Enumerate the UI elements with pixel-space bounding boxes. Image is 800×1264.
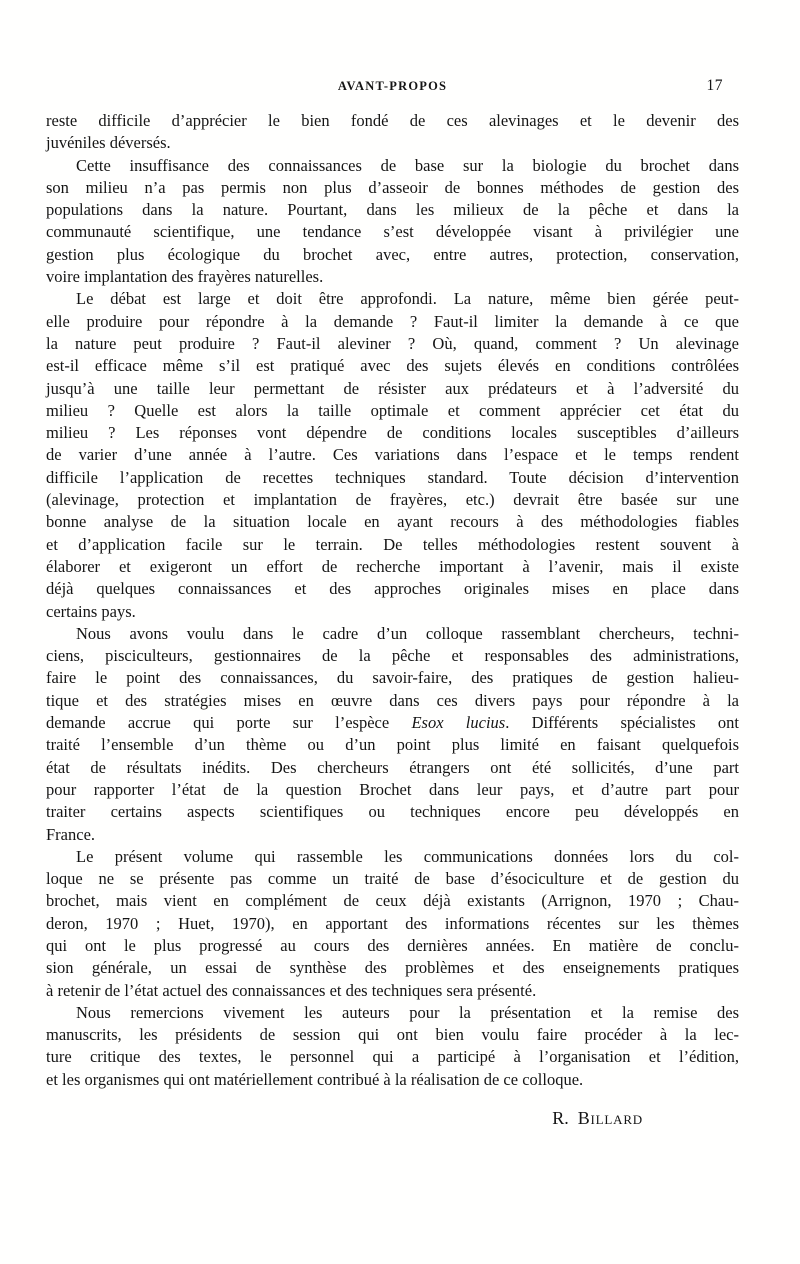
paragraph [46,623,739,846]
running-title: AVANT-PROPOS [337,79,448,93]
text-line: manuscrits, les présidents de session qui ont bien voulu faire procéder à la lec- [46,1025,739,1045]
text-segment: demande accrue qui porte sur l’espèce [46,713,412,733]
author-surname: Billard [577,1108,643,1128]
text-line: état de résultats inédits. Des chercheurs étrangers ont été sollicités, d’une part [46,757,739,777]
text-line: pour rapporter l’état de la question Brochet dans leur pays, et d’autre part pour [46,779,739,799]
species-name-italic: Esox lucius [411,713,506,733]
text-line: voire implantation des frayères naturelles. [46,267,324,287]
text-line: loque ne se présente pas comme un traité de base d’ésociculture et de gestion du [46,869,739,889]
text-line: ciens, pisciculteurs, gestionnaires de la pêche et responsables des administrations, [46,646,739,666]
paragraph [46,846,739,1002]
text-line: Le présent volume qui rassemble les communications données lors du col- [76,846,739,866]
text-line: élaborer et exigeront un effort de recherche important à l’avenir, mais il existe [46,556,739,576]
text-line: traité l’ensemble d’un thème ou d’un point plus limité en faisant quelquefois [46,735,739,755]
text-line: communauté scientifique, une tendance s’est développée visant à privilégier une [46,222,739,242]
page-number: 17 [706,77,723,94]
text-line: juvéniles déversés. [46,133,171,153]
paragraph [46,1002,739,1091]
text-line: Le débat est large et doit être approfondi. La nature, même bien gérée peut- [76,289,739,309]
text-line: est-il efficace même s’il est pratiqué avec des sujets élevés en conditions contrôlées [46,356,739,376]
text-line: son milieu n’a pas permis non plus d’asseoir de bonnes méthodes de gestion des [46,177,739,197]
text-line: bonne analyse de la situation locale en ayant recours à des méthodologies fiables [46,512,739,532]
text-line: gestion plus écologique du brochet avec, entre autres, protection, conservation, [46,244,739,264]
text-line: France. [46,824,96,844]
text-line: qui ont le plus progressé au cours des dernières années. En matière de conclu- [46,935,739,955]
text-line: la nature peut produire ? Faut-il aleviner ? Où, quand, comment ? Un alevinage [46,333,739,353]
text-line: tique et des stratégies mises en œuvre dans ces divers pays pour répondre à la [46,690,739,710]
text-line: jusqu’à une taille leur permettant de résister aux prédateurs et à l’adversité du [46,378,739,398]
text-segment: . Différents spécialistes ont [505,713,739,733]
text-line: déjà quelques connaissances et des approches originales mises en place dans [46,579,739,599]
text-line: Nous remercions vivement les auteurs pour la présentation et la remise des [76,1002,739,1022]
text-line: milieu ? Les réponses vont dépendre de conditions locales susceptibles d’ailleurs [46,423,739,443]
paragraph [46,155,739,289]
paragraph [46,110,739,155]
text-line: sion générale, un essai de synthèse des problèmes et des enseignements pratiques [46,958,739,978]
text-line: ture critique des textes, le personnel qui a participé à l’organisation et l’édition, [46,1047,739,1067]
paragraph [46,288,739,622]
author-signature [46,1107,739,1129]
text-line: certains pays. [46,601,136,621]
text-line: Nous avons voulu dans le cadre d’un colloque rassemblant chercheurs, techni- [76,623,739,643]
text-line: reste difficile d’apprécier le bien fondé de ces alevinages et le devenir des [46,111,739,130]
text-line: difficile l’application de recettes techniques standard. Toute décision d’intervention [46,467,739,487]
text-line [46,712,739,734]
page-header [46,76,739,96]
text-line: Cette insuffisance des connaissances de base sur la biologie du brochet dans [76,155,739,175]
text-line: brochet, mais vient en complément de ceux déjà existants (Arrignon, 1970 ; Chau- [46,891,739,911]
text-line: et d’application facile sur le terrain. De telles méthodologies restent souvent à [46,534,739,554]
text-line: deron, 1970 ; Huet, 1970), en apportant des informations récentes sur les thèmes [46,913,739,933]
text-line: traiter certains aspects scientifiques ou techniques encore peu développés en [46,802,739,822]
body-text [46,110,739,1091]
text-line: populations dans la nature. Pourtant, dans les milieux de la pêche et dans la [46,200,739,220]
text-line: à retenir de l’état actuel des connaissances et des techniques sera présenté. [46,980,537,1000]
text-line: elle produire pour répondre à la demande ? Faut-il limiter la demande à ce que [46,311,739,331]
text-line: milieu ? Quelle est alors la taille optimale et comment apprécier cet état du [46,400,739,420]
author-initial: R. [552,1108,569,1128]
text-line: (alevinage, protection et implantation de frayères, etc.) devrait être basée sur une [46,490,739,510]
text-line: de varier d’une année à l’autre. Ces variations dans l’espace et le temps rendent [46,445,739,465]
text-line: et les organismes qui ont matériellement contribué à la réalisation de ce colloque. [46,1069,584,1089]
text-line: faire le point des connaissances, du savoir-faire, des pratiques de gestion halieu- [46,668,739,688]
